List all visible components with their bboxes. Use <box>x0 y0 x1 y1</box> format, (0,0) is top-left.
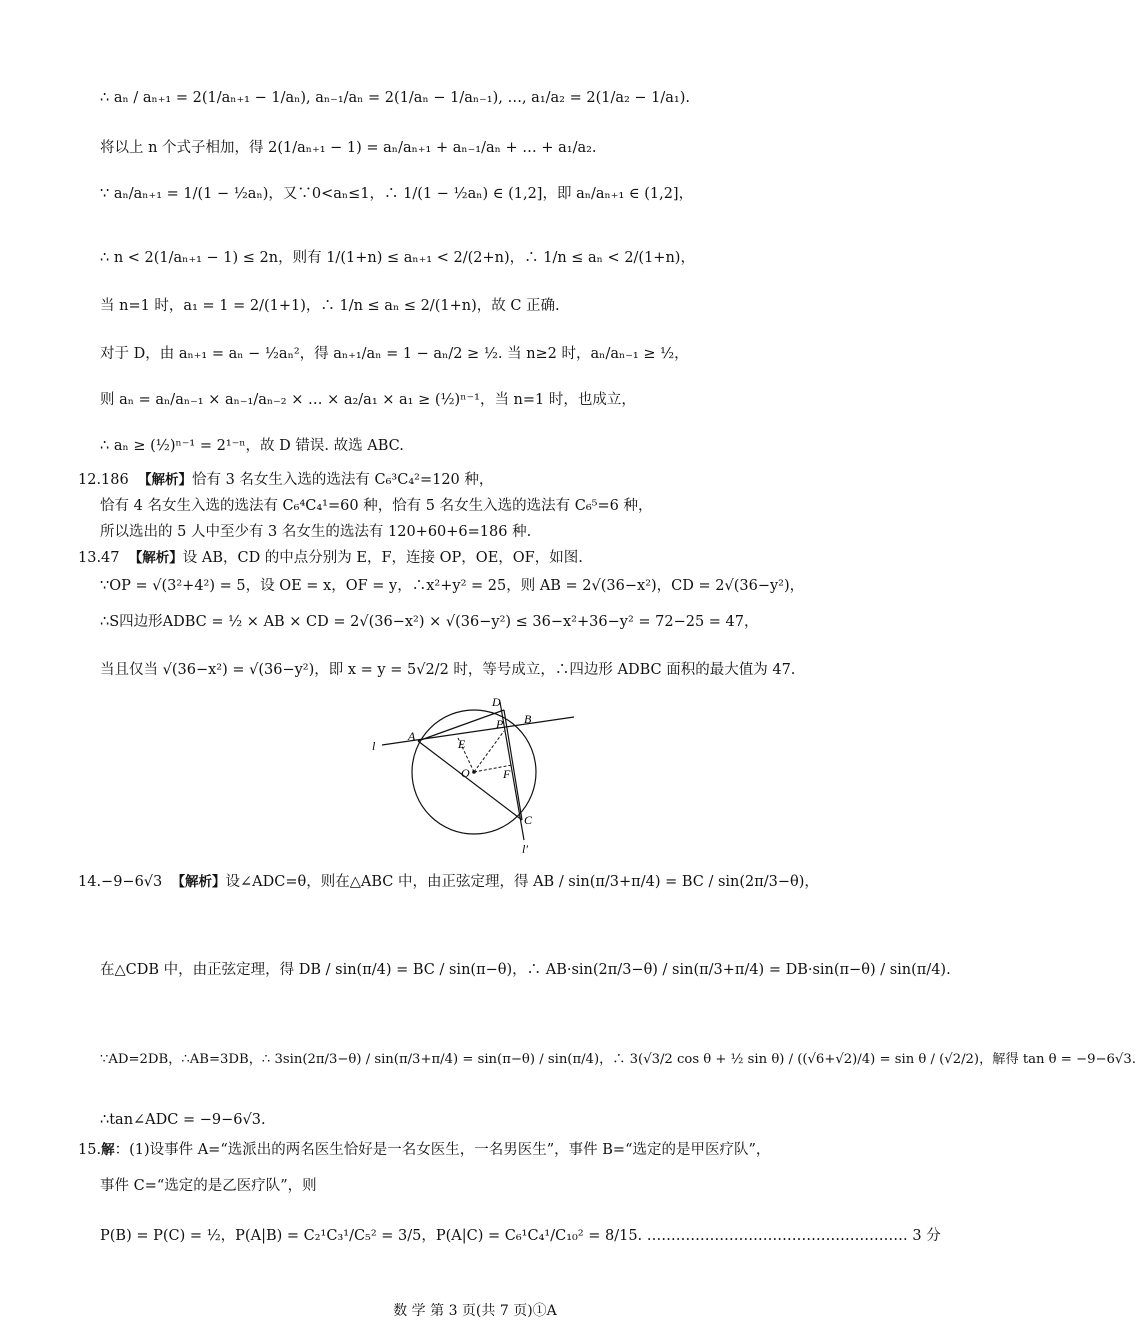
solution-line: 恰有 4 名女生入选的选法有 C₆⁴C₄¹=60 种，恰有 5 名女生入选的选法有 C₆⁵=6 种， <box>100 498 653 514</box>
question-15: 15.解：(1)设事件 A=“选派出的两名医生恰好是一名女医生，一名男医生”，事件 B=“选定的是甲医疗队”， <box>78 1142 771 1158</box>
solution-line: ∴ aₙ ≥ (½)ⁿ⁻¹ = 2¹⁻ⁿ，故 D 错误. 故选 ABC. <box>100 438 404 454</box>
solution-line: P(B) = P(C) = ½，P(A|B) = C₂¹C₃¹/C₅² = 3/5，P(A|C) = C₆¹C₄¹/C₁₀² = 8/15. ……………………………………………… 3 分 <box>100 1228 941 1244</box>
question-13 <box>78 548 583 568</box>
label-d: D <box>492 695 501 709</box>
analysis-tag: 【解析】 <box>137 472 192 488</box>
label-b: B <box>524 712 532 726</box>
label-o: O <box>461 766 470 780</box>
solution-line: 当且仅当 √(36−x²) = √(36−y²)，即 x = y = 5√2/2 时，等号成立，∴四边形 ADBC 面积的最大值为 47. <box>100 662 796 678</box>
solution-text: 恰有 3 名女生入选的选法有 C₆³C₄²=120 种， <box>191 472 494 488</box>
solution-line: ∴ n < 2(1/aₙ₊₁ − 1) ≤ 2n，则有 1/(1+n) ≤ aₙ₊₁ < 2/(2+n)，∴ 1/n ≤ aₙ < 2/(1+n)， <box>100 250 695 266</box>
solution-text: 设 AB，CD 的中点分别为 E，F，连接 OP，OE，OF，如图. <box>182 550 583 566</box>
label-c: C <box>524 813 533 827</box>
label-f: F <box>503 767 511 781</box>
solution-text: 设∠ADC=θ，则在△ABC 中，由正弦定理，得 AB / sin(π/3+π/4) = BC / sin(2π/3−θ)， <box>225 874 819 890</box>
solution-line: ∴S四边形ADBC = ½ × AB × CD = 2√(36−x²) × √(36−y²) ≤ 36−x²+36−y² = 72−25 = 47， <box>100 614 759 630</box>
answer-number: 13.47 <box>78 550 120 566</box>
solution-line: ∵AD=2DB，∴AB=3DB，∴ 3sin(2π/3−θ) / sin(π/3+π/4) = sin(π−θ) / sin(π/4)，∴ 3(√3/2 cos θ + ½ sin θ) / ((√6+√2)/4) = sin θ / (√2/2)，解得 tan θ = −9−6√3. <box>100 1052 1136 1067</box>
solution-line: 对于 D，由 aₙ₊₁ = aₙ − ½aₙ²，得 aₙ₊₁/aₙ = 1 − aₙ/2 ≥ ½. 当 n≥2 时，aₙ/aₙ₋₁ ≥ ½， <box>100 346 689 362</box>
solution-line: 则 aₙ = aₙ/aₙ₋₁ × aₙ₋₁/aₙ₋₂ × … × a₂/a₁ × a₁ ≥ (½)ⁿ⁻¹，当 n=1 时，也成立， <box>100 392 636 408</box>
label-p: P <box>496 717 504 731</box>
answer-number: 15. <box>78 1142 102 1158</box>
solution-line: 当 n=1 时，a₁ = 1 = 2/(1+1)，∴ 1/n ≤ aₙ ≤ 2/(1+n)，故 C 正确. <box>100 298 560 314</box>
solution-line: ∵ aₙ/aₙ₊₁ = 1/(1 − ½aₙ)，又∵0<aₙ≤1，∴ 1/(1 − ½aₙ) ∈ (1,2]，即 aₙ/aₙ₊₁ ∈ (1,2]， <box>100 186 694 202</box>
label-e: E <box>458 737 466 751</box>
segment-op <box>474 731 504 772</box>
page-footer: 数 学 第 3 页(共 7 页)①A <box>393 1303 557 1319</box>
answer-number: 14.−9−6√3 <box>78 874 163 890</box>
question-12 <box>78 470 493 490</box>
solution-line: 在△CDB 中，由正弦定理，得 DB / sin(π/4) = BC / sin(π−θ)，∴ AB·sin(2π/3−θ) / sin(π/3+π/4) = DB·sin(π−θ) / sin(π/4). <box>100 962 951 978</box>
analysis-tag: 【解析】 <box>171 874 226 890</box>
solution-line: ∴tan∠ADC = −9−6√3. <box>100 1112 266 1128</box>
question-14 <box>78 872 819 892</box>
circle-geometry-figure <box>362 692 582 857</box>
solution-line: ∴ aₙ / aₙ₊₁ = 2(1/aₙ₊₁ − 1/aₙ), aₙ₋₁/aₙ = 2(1/aₙ − 1/aₙ₋₁), …, a₁/a₂ = 2(1/a₂ − 1/a₁). <box>100 90 690 106</box>
solution-text: (1)设事件 A=“选派出的两名医生恰好是一名女医生，一名男医生”，事件 B=“选定的是甲医疗队”， <box>129 1142 771 1158</box>
analysis-tag: 【解析】 <box>128 550 183 566</box>
label-l-prime: l′ <box>522 842 528 856</box>
answer-number: 12.186 <box>78 472 129 488</box>
solution-line: ∵OP = √(3²+4²) = 5，设 OE = x，OF = y，∴x²+y² = 25，则 AB = 2√(36−x²)，CD = 2√(36−y²)， <box>100 578 805 594</box>
solution-label: 解 <box>101 1142 115 1158</box>
solution-line: 将以上 n 个式子相加，得 2(1/aₙ₊₁ − 1) = aₙ/aₙ₊₁ + aₙ₋₁/aₙ + … + a₁/a₂. <box>100 140 597 156</box>
solution-line: 所以选出的 5 人中至少有 3 名女生的选法有 120+60+6=186 种. <box>100 524 532 540</box>
label-a: A <box>408 729 416 743</box>
solution-line: 事件 C=“选定的是乙医疗队”，则 <box>100 1178 317 1194</box>
point-o <box>472 770 476 774</box>
label-l: l <box>372 739 376 753</box>
